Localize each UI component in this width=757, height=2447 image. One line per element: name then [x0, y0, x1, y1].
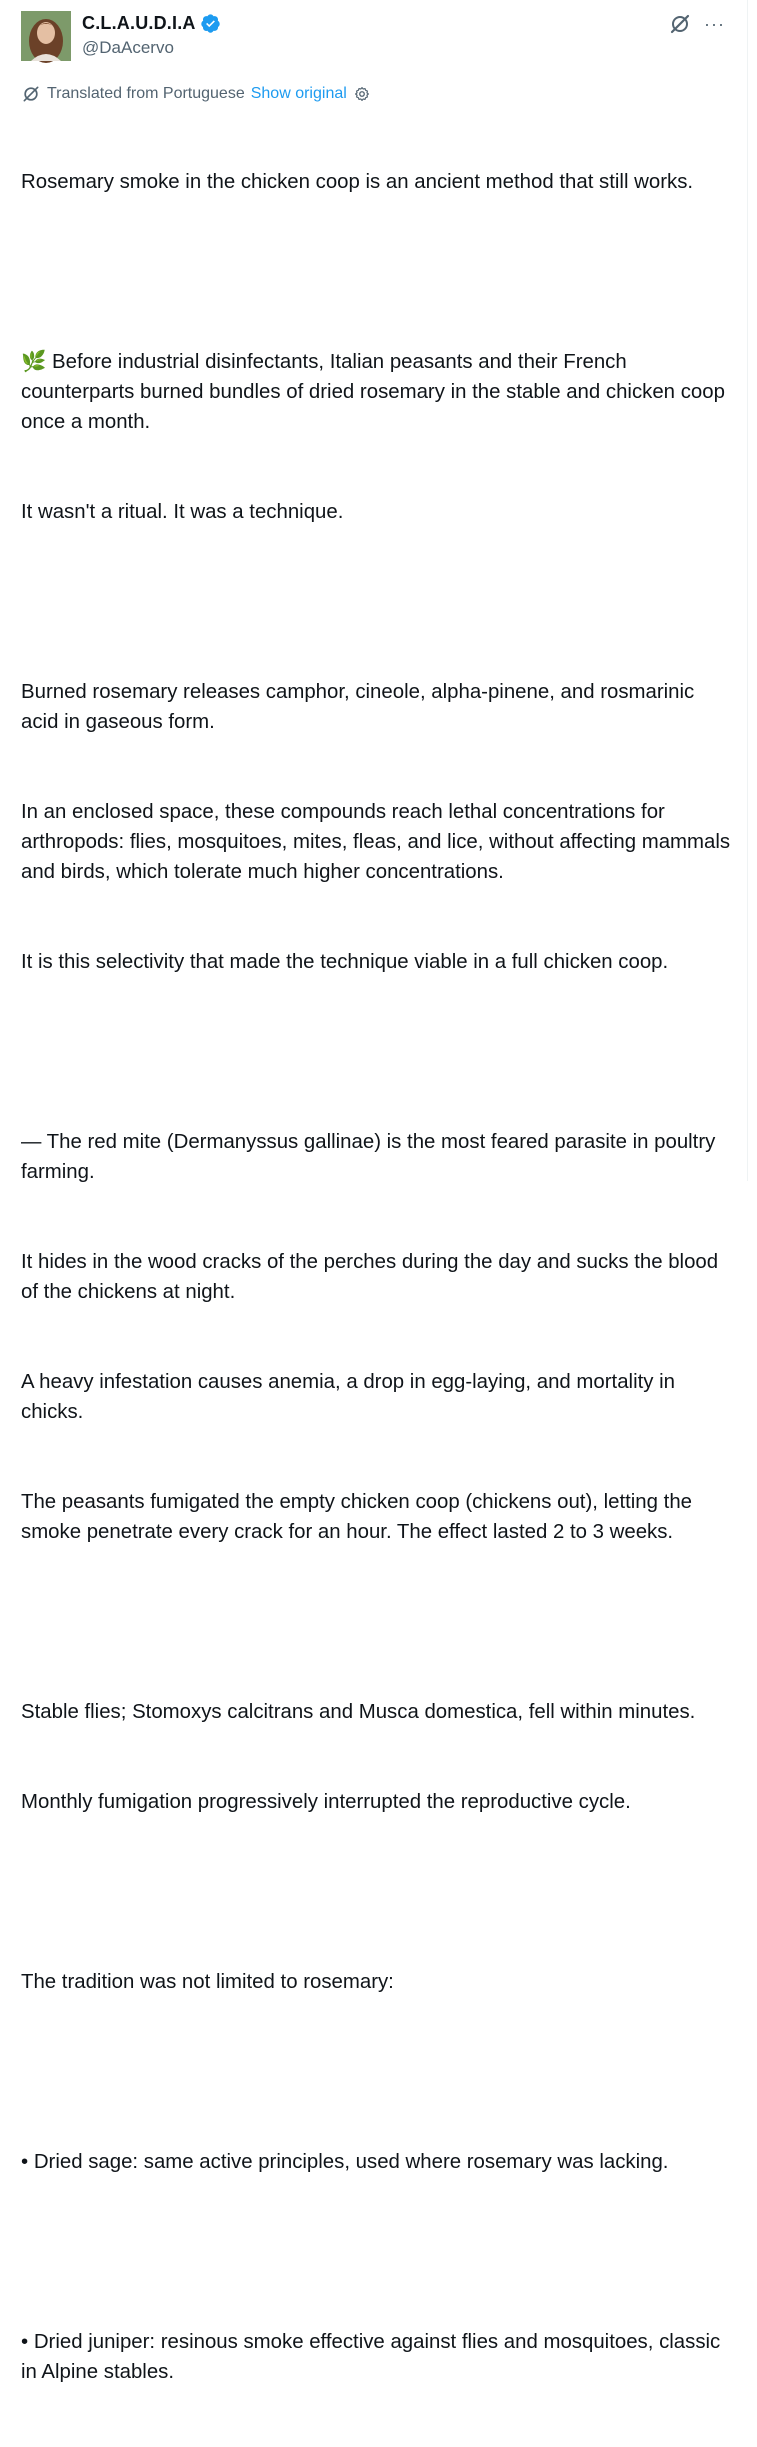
more-icon[interactable]: ···	[704, 14, 725, 34]
gear-icon[interactable]	[353, 85, 371, 103]
paragraph: Monthly fumigation progressively interrupted the reproductive cycle.	[21, 1791, 631, 1813]
herb-emoji: 🌿	[21, 351, 47, 373]
translation-bar	[21, 84, 371, 104]
author-handle[interactable]: @DaAcervo	[82, 38, 174, 57]
paragraph: Stable flies; Stomoxys calcitrans and Musca domestica, fell within minutes.	[21, 1701, 696, 1723]
avatar[interactable]	[21, 11, 71, 61]
translated-label: Translated from Portuguese	[47, 85, 245, 102]
bullet-item	[21, 2327, 733, 2387]
bullet-char: •	[21, 2151, 29, 2173]
show-original-link[interactable]: Show original	[250, 85, 347, 102]
bullet-text: Dried juniper: resinous smoke effective against flies and mosquitoes, classic in Alpine stables.	[21, 2331, 726, 2383]
paragraph: The tradition was not limited to rosemary:	[21, 1971, 394, 1993]
bullet-item	[21, 2147, 733, 2177]
paragraph: Rosemary smoke in the chicken coop is an ancient method that still works.	[21, 171, 694, 193]
paragraph: The peasants fumigated the empty chicken coop (chickens out), letting the smoke penetrate every crack for an hour. The effect lasted 2 to 3 weeks.	[21, 1491, 698, 1543]
paragraph	[21, 347, 733, 437]
post-actions-top	[668, 12, 725, 36]
paragraph-text: Before industrial disinfectants, Italian peasants and their French counterparts burned bundles of dried rosemary in the stable and chicken coop once a month.	[21, 351, 731, 433]
paragraph: It is this selectivity that made the technique viable in a full chicken coop.	[21, 951, 669, 973]
verified-badge-icon	[200, 13, 221, 34]
translate-icon	[21, 84, 41, 104]
bullet-char: •	[21, 2331, 29, 2353]
grok-slash-icon[interactable]	[668, 12, 692, 36]
paragraph: It wasn't a ritual. It was a technique.	[21, 501, 344, 523]
author-name[interactable]	[82, 13, 221, 34]
paragraph: — The red mite (Dermanyssus gallinae) is the most feared parasite in poultry farming.	[21, 1131, 722, 1183]
paragraph: Burned rosemary releases camphor, cineole, alpha-pinene, and rosmarinic acid in gaseous form.	[21, 681, 700, 733]
post-text	[21, 107, 736, 2447]
paragraph: In an enclosed space, these compounds reach lethal concentrations for arthropods: flies, mosquitoes, mites, fleas, and lice, without affecting mammals and birds, which tolerate much higher concentrations.	[21, 801, 736, 883]
bullet-text: Dried sage: same active principles, used where rosemary was lacking.	[33, 2151, 669, 2173]
display-name[interactable]: C.L.A.U.D.I.A	[82, 13, 196, 33]
paragraph: It hides in the wood cracks of the perches during the day and sucks the blood of the chickens at night.	[21, 1251, 724, 1303]
paragraph: A heavy infestation causes anemia, a drop in egg-laying, and mortality in chicks.	[21, 1371, 681, 1423]
